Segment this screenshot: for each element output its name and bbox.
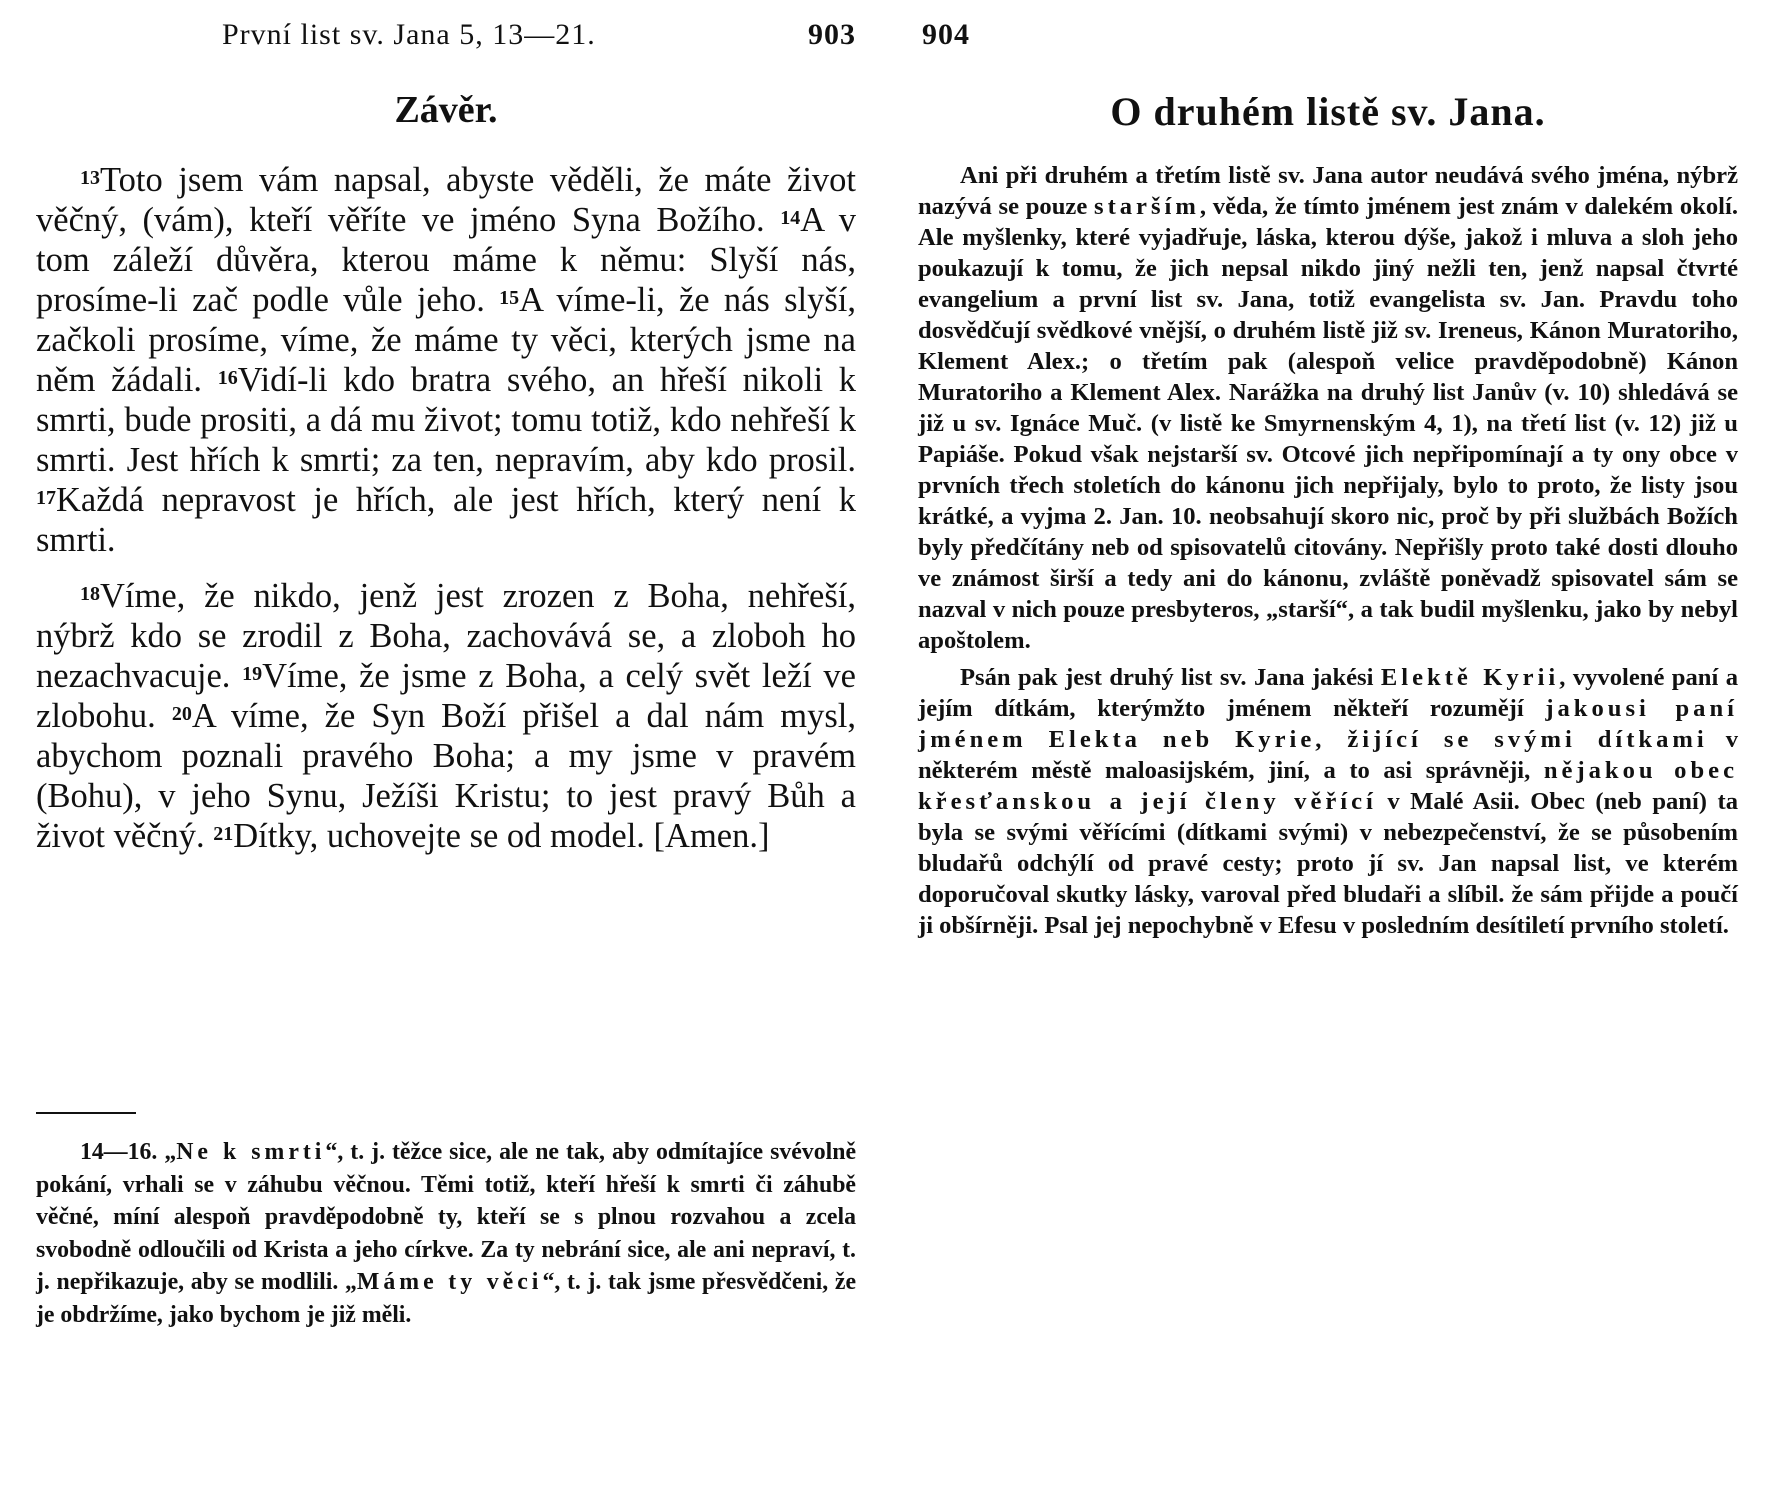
footnote-emphasis: Ne k smrti <box>176 1139 326 1165</box>
body-text: v Malé Asii. Obec (neb paní) ta byla se svými věřícími (dítkami svými) v nebezpečenství, že se působením bludařů odchýlí od pravé cesty; proto jí sv. Jan napsal list, ve kterém doporučoval skutky lásky, varoval před bludaři a slíbil. že sám přijde a poučí ji obšírněji. Psal jej nepochybně v Efesu v posledním desítiletí prvního století. <box>918 788 1738 939</box>
verse-text: Víme, že nikdo, jenž jest zrozen z Boha, nehřeší, nýbrž kdo se zrodil z Boha, zachovává se, a zloboh ho nezachvacuje. <box>36 577 856 695</box>
footnote-text: 14—16. „ <box>80 1139 177 1165</box>
left-page <box>36 0 856 1500</box>
footnote-paragraph <box>36 1136 856 1331</box>
body-text: Psán pak jest druhý list sv. Jana jakési <box>960 664 1381 691</box>
verse-number: 15 <box>499 287 520 309</box>
body-emphasis: nějakou obec křesťanskou a její členy věřící <box>918 757 1738 815</box>
footnote <box>36 1136 856 1331</box>
footnote-text: “, t. j. tak jsme přesvědčeni, že je obdržíme, jako bychom je již měli. <box>36 1269 857 1328</box>
section-heading-second-letter: O druhém listě sv. Jana. <box>1110 89 1546 134</box>
body-text: v některém městě maloasijském, jiní, a to asi správněji, <box>918 726 1738 784</box>
verse-number: 13 <box>80 167 100 189</box>
main-text-right <box>918 160 1738 941</box>
body-text: , věda, že tímto jménem jest znám v dalekém okolí. Ale myšlenky, které vyjadřuje, láska, kterou dýše, jakož i mluva a sloh jeho poukazují k tomu, že jich nepsal nikdo jiný nežli ten, jenž napsal čtvrté evangelium a první list sv. Jana, totiž evangelista sv. Jan. Pravdu toho dosvědčují svědkové vnější, o druhém listě již sv. Ireneus, Kánon Muratoriho, Klement Alex.; o třetím pak (alespoň velice pravděpodobně) Kánon Muratoriho a Klement Alex. Narážka na druhý list Janův (v. 10) shledává se již u sv. Ignáce Muč. (v listě ke Smyrnenským 4, 1), na třetí list (v. 12) již u Papiáše. Pokud však nejstarší sv. Otcové jich nepřipomínají a ty ony obce v prvních třech stoletích do kánonu jich nepřijaly, bylo to proto, že listy jsou krátké, a vyjma 2. Jan. 10. neobsahují skoro nic, proč by při službách Božích byly předčítány neb od spisovatelů citovány. Nepřišly proto také dosti dlouho ve známost širší a tedy ani do kánonu, zvláště poněvadž spisovatel sám se nazval v nich pouze presbyteros, „starší“, a tak budil myšlenku, jako by nebyl apoštolem. <box>918 193 1738 654</box>
right-page <box>918 0 1738 1500</box>
verse-text: A v tom záleží důvěra, kterou máme k němu: Slyší nás, prosíme-li zač podle vůle jeho. <box>36 201 856 319</box>
verse-text: A víme-li, že nás slyší, začkoli prosíme, víme, že máme ty věci, kterých jsme na něm žádali. <box>36 281 856 399</box>
verse-text: Víme, že jsme z Boha, a celý svět leží ve zlobohu. <box>36 657 856 735</box>
paragraph-verses-13-17 <box>36 160 856 560</box>
paragraph-authorship <box>918 160 1738 656</box>
page-number-left: 903 <box>808 18 856 51</box>
body-text: , vyvolené paní a jejím dítkám, kterýmžto jménem někteří rozumějí <box>918 664 1739 722</box>
verse-number: 16 <box>217 367 238 389</box>
footnote-text: “, t. j. těžce sice, ale ne tak, aby odmítajíce svévolně pokání, vrhali se v záhubu věčnou. Těmi totiž, kteří hřeší k smrti či záhubě věčné, míní alespoň pravděpodobně ty, kteří se s plnou rozvahou a zcela svobodně odloučili od Krista a jeho církve. Za ty nebrání sice, ale ani nepraví, t. j. nepřikazuje, aby se modlili. „ <box>36 1139 857 1295</box>
paragraph-verses-18-21 <box>36 576 856 856</box>
verse-number: 17 <box>36 487 56 509</box>
verse-number: 19 <box>242 663 263 685</box>
body-text: Ani při druhém a třetím listě sv. Jana autor neudává svého jména, nýbrž nazývá se pouze <box>918 162 1738 220</box>
footnote-rule <box>36 1112 136 1114</box>
body-emphasis: Elektě Kyrii <box>1380 664 1560 691</box>
paragraph-recipient <box>918 662 1738 941</box>
verse-number: 21 <box>213 823 234 845</box>
verse-number: 14 <box>780 207 801 229</box>
verse-number: 18 <box>80 583 100 605</box>
running-head-right <box>918 18 1738 58</box>
page-number-right: 904 <box>922 18 970 51</box>
body-emphasis: jakousi paní jménem Elekta neb Kyrie, žijící se svými dítkami <box>918 695 1738 753</box>
section-heading-zaver: Závěr. <box>394 89 498 131</box>
running-title: První list sv. Jana 5, 13—21. <box>222 18 596 51</box>
running-head-left <box>36 18 856 58</box>
verse-text: Dítky, uchovejte se od model. [Amen.] <box>233 817 770 855</box>
verse-text: Každá nepravost je hřích, ale jest hřích, který není k smrti. <box>36 481 856 559</box>
verse-text: Toto jsem vám napsal, abyste věděli, že máte život věčný, (vám), kteří věříte ve jméno Syna Božího. <box>36 161 856 239</box>
verse-text: A víme, že Syn Boží přišel a dal nám mysl, abychom poznali pravého Boha; a my jsme v pravém (Bohu), v jeho Synu, Ježíši Kristu; to jest pravý Bůh a život věčný. <box>36 697 856 855</box>
main-text-left <box>36 160 856 856</box>
body-emphasis: starším <box>1094 193 1200 220</box>
footnote-emphasis: Máme ty věci <box>356 1269 543 1295</box>
verse-text: Vidí-li kdo bratra svého, an hřeší nikoli k smrti, bude prositi, a dá mu život; tomu totiž, kdo nehřeší k smrti. Jest hřích k smrti; za ten, nepravím, aby kdo prosil. <box>36 361 856 479</box>
verse-number: 20 <box>171 703 192 725</box>
